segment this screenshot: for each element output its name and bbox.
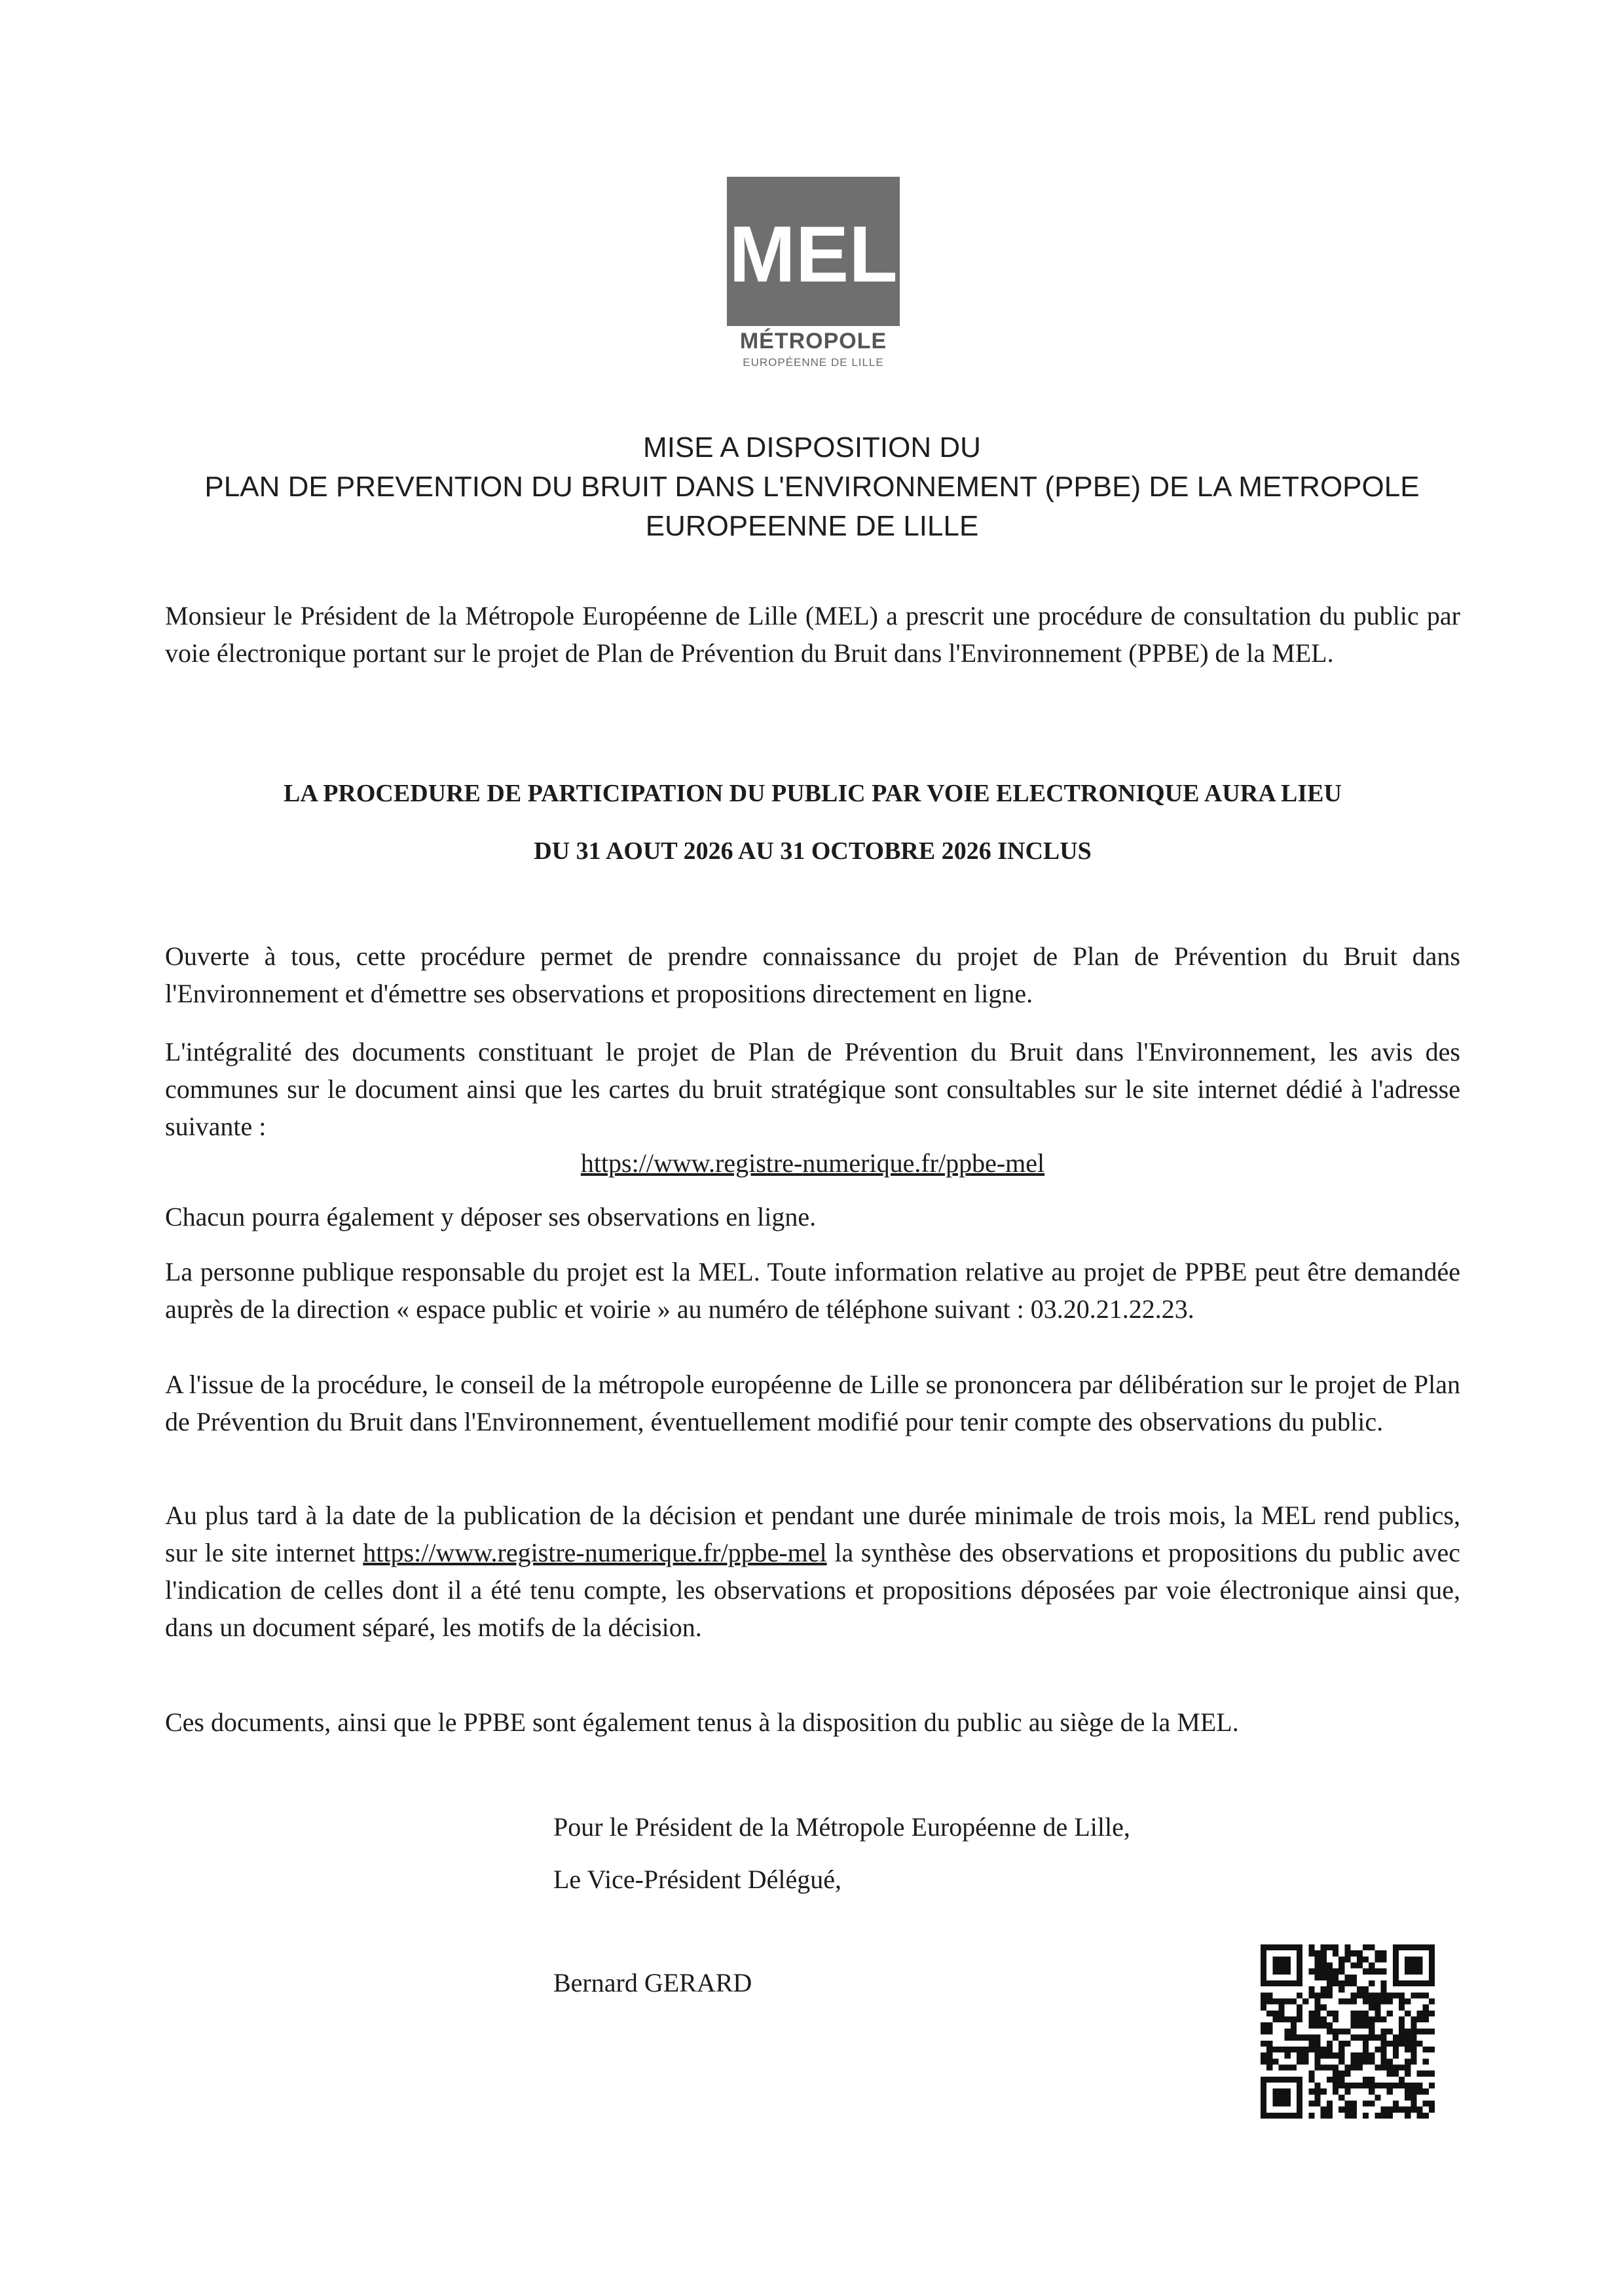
plus-tard-paragraph: [165, 1497, 1460, 1646]
title-line-3: EUROPEENNE DE LILLE: [645, 510, 979, 542]
plus-tard-before: Au plus tard à la date de la publication de la décision et pendant une durée minimale de trois mois, la MEL rend publics, sur le site internet: [165, 1501, 1460, 1567]
page-title: [98, 428, 1526, 546]
signature-line-2: Le Vice-Président Délégué,: [553, 1865, 842, 1894]
mel-logo: [727, 177, 900, 373]
title-line-1: MISE A DISPOSITION DU: [643, 431, 981, 464]
qr-code-icon: [1261, 1944, 1435, 2119]
registry-link-inline[interactable]: https://www.registre-numerique.fr/ppbe-mel: [363, 1538, 827, 1567]
intro-paragraph: Monsieur le Président de la Métropole Européenne de Lille (MEL) a prescrit une procédure de consultation du public par voie électronique portant sur le projet de Plan de Prévention du Bruit dans l'Environnement (PPBE) de la MEL.: [165, 601, 1460, 668]
ces-documents-paragraph: Ces documents, ainsi que le PPBE sont également tenus à la disposition du public au siège de la MEL.: [165, 1707, 1239, 1737]
issue-paragraph: A l'issue de la procédure, le conseil de la métropole européenne de Lille se prononcera par délibération sur le projet de Plan de Prévention du Bruit dans l'Environnement, éventuellement modifié pour tenir compte des observations du public.: [165, 1370, 1460, 1436]
title-line-2: PLAN DE PREVENTION DU BRUIT DANS L'ENVIRONNEMENT (PPBE) DE LA METROPOLE: [204, 471, 1420, 503]
plus-tard-after: la synthèse des observations et propositions du public avec l'indication de celles dont il a été tenu compte, les observations et propositions déposées par voie électronique ainsi que, dans un document séparé, les motifs de la décision.: [165, 1538, 1461, 1642]
documents-paragraph: L'intégralité des documents constituant le projet de Plan de Prévention du Bruit dans l'Environnement, les avis des communes sur le document ainsi que les cartes du bruit stratégique sont consultables sur le site internet dédié à l'adresse suivante :: [165, 1037, 1460, 1141]
registry-link[interactable]: https://www.registre-numerique.fr/ppbe-mel: [580, 1148, 1045, 1178]
signatory-name: Bernard GERARD: [553, 1968, 752, 1997]
procedure-heading-line-2: DU 31 AOUT 2026 AU 31 OCTOBRE 2026 INCLUS: [534, 837, 1092, 865]
procedure-heading-line-1: LA PROCEDURE DE PARTICIPATION DU PUBLIC PAR VOIE ELECTRONIQUE AURA LIEU: [284, 780, 1342, 807]
signature-line-1: Pour le Président de la Métropole Européenne de Lille,: [553, 1812, 1130, 1842]
logo-subtitle: EUROPÉENNE DE LILLE: [743, 356, 884, 369]
open-paragraph: Ouverte à tous, cette procédure permet de prendre connaissance du projet de Plan de Prévention du Bruit dans l'Environnement et d'émettre ses observations et propositions directement en ligne.: [165, 941, 1460, 1008]
responsable-paragraph: La personne publique responsable du projet est la MEL. Toute information relative au projet de PPBE peut être demandée auprès de la direction « espace public et voirie » au numéro de téléphone suivant : 03.20.21.22.23.: [165, 1257, 1460, 1324]
logo-mark: [727, 177, 900, 326]
chacun-paragraph: Chacun pourra également y déposer ses observations en ligne.: [165, 1202, 817, 1231]
registry-link-line: [165, 1144, 1460, 1182]
logo-name: MÉTROPOLE: [739, 329, 887, 354]
svg-text:MEL: MEL: [729, 210, 898, 299]
